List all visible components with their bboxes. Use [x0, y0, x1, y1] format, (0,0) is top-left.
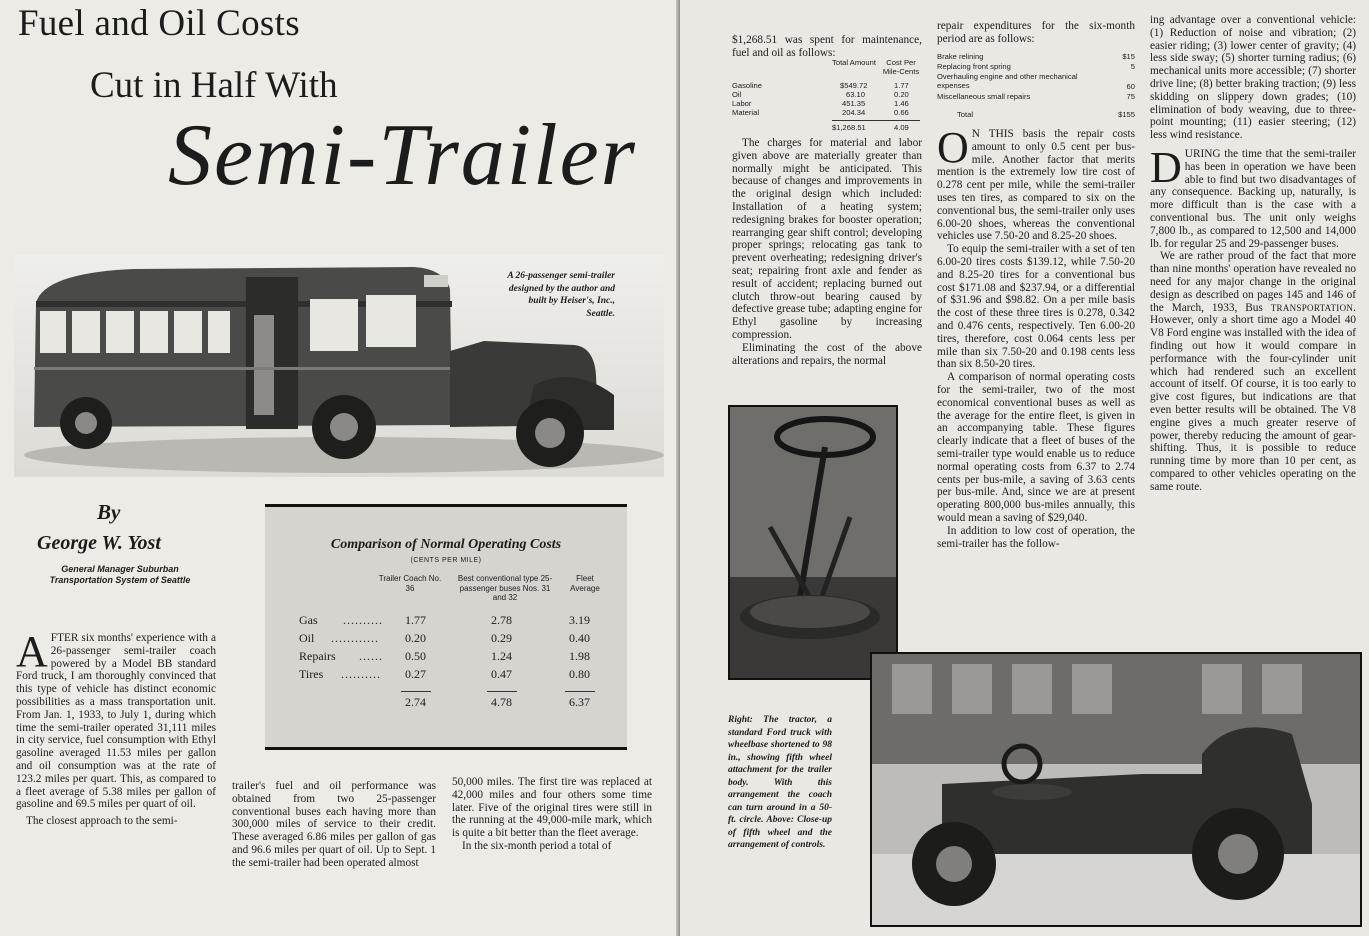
table-row: [265, 667, 627, 685]
repair-label: Replacing front spring: [937, 62, 1011, 71]
paragraph: In the six-month period a total of: [462, 839, 612, 852]
article-column-5-body: [937, 123, 1135, 550]
cost-per-mile: 0.66: [894, 108, 909, 117]
maintenance-cost-table: [732, 58, 922, 134]
row-value: 0.29: [491, 631, 512, 645]
repair-amount: 60: [1126, 82, 1135, 91]
paragraph-text: We are rather proud of the fact that more than nine months' operation have revealed no need for any major change in the original design as described on pages 145 and 146 of the March, 1933, Bus: [1150, 250, 1356, 314]
ford-tractor-photo: [870, 652, 1362, 927]
paragraph: In addition to low cost of operation, the semi-trailer has the follow-: [937, 524, 1135, 550]
row-leader: ..........: [341, 667, 381, 681]
fifth-wheel-illustration: [730, 407, 896, 678]
paragraph: [1150, 250, 1356, 493]
row-value: 2.78: [491, 613, 512, 627]
row-value: 0.80: [569, 667, 590, 681]
paragraph: [937, 123, 1135, 243]
table-title: Comparison of Normal Operating Costs: [330, 537, 562, 552]
headline-line1: Fuel and Oil Costs: [18, 3, 300, 44]
row-value: 1.98: [569, 649, 590, 663]
total-value: 4.78: [491, 695, 512, 709]
table-row: [265, 649, 627, 667]
author-name: George W. Yost: [37, 532, 161, 554]
article-column-6: [1150, 14, 1356, 493]
paragraph: trailer's fuel and oil performance was obtained from two 25-passenger conventional buses each having more than 300,000 miles of service to their credit. These averaged 6.86 miles per gallon of gas and 96.6 miles per quart of oil. Up to Sept. 1 the semi-trailer had been operated almost: [232, 780, 436, 869]
magazine-name: TRANSPORTATION: [1270, 302, 1354, 313]
tractor-photo-caption: Right: The tractor, a standard Ford truck with wheelbase shortened to 98 in., showing fifth wheel attachment for the trailer body. With this arrangement the coach can turn around in a 50-ft. circle. Above: Close-up of fifth wheel and the arrangement of controls.: [728, 715, 832, 850]
row-value: 0.40: [569, 631, 590, 645]
hero-photo-caption: A 26-passenger semi-trailer designed by the author and built by Heiser's, Inc., Seattle.: [507, 271, 615, 319]
paragraph: repair expenditures for the six-month period are as follows:: [937, 20, 1135, 45]
paragraph-text: . However, only a short time ago a Model 40 V8 Ford engine was installed with the idea of finding out how it would compare in performance with the four-cylinder unit which had rendered such an excellent account of itself. Of course, it is too early to give cost figures, but indications are that even better results will be obtained. The V8 engine gives a much greater reserve of power, thereby reducing the amount of gear-shifting. Thus, it is possible to reduce running time by more than 10 per cent, as compared to other vehicles operating on the same route.: [1150, 301, 1356, 493]
paragraph: [1150, 142, 1356, 250]
row-value: 3.19: [569, 613, 590, 627]
paragraph: A comparison of normal operating costs for the semi-trailer, two of the most economical conventional buses as well as the average for the entire fleet, is given in an accompanying table. These figures clearly indicate that a fleet of buses of the semi-trailer type would enable us to reduce normal operating costs from 6.37 to 2.74 cents per bus-mile, a saving of 3.63 cents per bus-mile. And, since we are at present operating 800,000 bus-miles annually, this would mean a saving of $29,040.: [937, 371, 1135, 524]
header-amount: Total Amount: [832, 58, 876, 67]
left-page: [0, 0, 680, 936]
repair-cost-table: [937, 52, 1135, 124]
repair-label: Overhauling engine and other mechanical expenses: [937, 72, 1078, 91]
row-label: Repairs: [299, 649, 336, 663]
paragraph: $1,268.51 was spent for maintenance, fuel and oil as follows:: [732, 34, 922, 59]
total-rule: [565, 691, 595, 692]
row-value: 1.77: [405, 613, 426, 627]
paragraph-text: URING the time that the semi-trailer has been in operation we have been able to find but two disadvantages of any consequence. Backing up, naturally, is more difficult than is the case with a conventional bus. The unit only weighs 7,800 lb., as compared to 12,500 and 14,000 lb. for regular 25 and 29-passenger buses.: [1150, 147, 1356, 250]
cost-amount: 451.35: [842, 99, 866, 108]
repair-amount: $15: [1122, 52, 1135, 61]
repair-total-label: Total: [957, 110, 974, 119]
article-column-4: [732, 34, 922, 60]
table-row: [265, 613, 627, 631]
headline-line2: Cut in Half With: [90, 65, 338, 106]
cost-per-mile: 0.20: [894, 90, 909, 99]
total-rule: [487, 691, 517, 692]
cost-per-mile: 1.46: [894, 99, 909, 108]
table-total-row: [265, 695, 627, 713]
article-column-3: [452, 776, 652, 853]
row-value: 0.27: [405, 667, 426, 681]
paragraph-text: N THIS basis the repair costs amount to only 0.5 cent per bus-mile. Another factor that merits mention is the extremely low tire cost of 0.278 cent per mile, while the semi-trailer uses ten tires, as compared to six on the conventional bus, the semi-trailer only uses 6.00-20 shoes, whereas the conventional vehicles use 7.50-20 and 8.25-20 shoes.: [937, 128, 1135, 243]
header-cost: Cost Per Mile-Cents: [882, 58, 920, 77]
article-column-5: [937, 20, 1135, 46]
table-row: [265, 631, 627, 649]
fifth-wheel-closeup-photo: [728, 405, 898, 680]
article-column-2: [232, 780, 436, 870]
repair-label: Miscellaneous small repairs: [937, 92, 1031, 101]
paragraph: The charges for material and labor given above are materially greater than normally might be anticipated. This because of changes and improvements in the original design which included: Installation of a heating system; redesigning brakes for booster operation; rearranging gear shift control; developing proper springs; relocating gas tank to prevent overheating; redesigning driver's seat; repairing front axle and fender as result of accident; replacing burned out clutch throw-out bearing caused by defective grease tube; adapting engine for Ethyl gasoline by increasing compression.: [732, 137, 922, 341]
author-title: General Manager Suburban Transportation System of Seattle: [49, 564, 191, 585]
repair-amount: 75: [1126, 92, 1135, 101]
row-leader: ......: [359, 649, 383, 663]
byline-by: By: [97, 500, 121, 524]
drop-cap: O: [937, 123, 969, 172]
lead-paragraph: [16, 627, 216, 811]
total-rule: [832, 120, 920, 121]
row-value: 0.50: [405, 649, 426, 663]
paragraph: 50,000 miles. The first tire was replaced at 42,000 miles and four others some time later. Five of the original tires were still in the running at the 49,000-mile mark, which is quite a bit better than the fleet average.: [452, 776, 652, 840]
table-header-trailer: Trailer Coach No. 36: [378, 574, 442, 593]
cost-amount: 204.34: [842, 108, 866, 117]
paragraph: To equip the semi-trailer with a set of ten 6.00-20 tires costs $139.12, while 7.50-20 and 8.25-20 tires for a conventional bus cost $171.08 and $237.94, or a differential of $31.96 and $98.82. On a per mile basis the cost of these three tires is 0.278, 0.342 and 0.476 cents, respectively. Ten 6.00-20 tires, therefore, cost 0.064 cents less per mile than six 7.50-20 and 0.198 cents less than six 8.50-20 tires.: [937, 243, 1135, 371]
paragraph: ing advantage over a conventional vehicle: (1) Reduction of noise and vibration; (2) easier riding; (3) lower center of gravity; (4) less side sway; (5) shorter turning radius; (6) mechanical units more accessible; (7) shorter drive line; (8) better braking traction; (9) less skidding on slippery down grades; (10) elimination of body weaving, due to three-point mounting; (11) easier steering; (12) less wind resistance.: [1150, 14, 1356, 142]
row-label: Tires: [299, 667, 324, 681]
article-column-1: [16, 627, 216, 828]
drop-cap: A: [16, 627, 48, 676]
repair-total: $155: [1118, 110, 1135, 119]
lead-text: FTER six months' experience with a 26-passenger semi-trailer coach powered by a Model BB standard Ford truck, I am thoroughly convinced that this type of vehicle has distinct economic possibilities as a mass transportation unit. From Jan. 1, 1933, to July 1, during which time the semi-trailer operated 31,111 miles in city service, fuel consumption with Ethyl gasoline averaged 11.53 miles per gallon and oil consumption was at the rate of 123.2 miles per quart. This, as compared to a fleet average of 5.38 miles per gallon of gasoline and 69.5 miles per quart of oil.: [16, 632, 216, 811]
total-value: 2.74: [405, 695, 426, 709]
paragraph: The closest approach to the semi-: [26, 815, 178, 828]
cost-label: Gasoline: [732, 81, 762, 90]
row-value: 0.47: [491, 667, 512, 681]
table-header-conventional: Best conventional type 25-passenger buses Nos. 31 and 32: [457, 574, 553, 602]
right-page: [680, 0, 1369, 936]
paragraph: Eliminating the cost of the above alterations and repairs, the normal: [732, 341, 922, 367]
cost-amount: $549.72: [840, 81, 868, 90]
row-value: 1.24: [491, 649, 512, 663]
tractor-illustration: [872, 654, 1360, 925]
table-header-fleet: Fleet Average: [570, 574, 600, 593]
headline-line3: Semi-Trailer: [168, 107, 637, 204]
drop-cap: D: [1150, 142, 1182, 192]
cost-total-amount: $1,268.51: [832, 123, 866, 132]
cost-total-per-mile: 4.09: [894, 123, 909, 132]
cost-amount: 63.10: [846, 90, 866, 99]
row-label: Oil: [299, 631, 315, 645]
table-subtitle: (CENTS PER MILE): [410, 557, 482, 564]
repair-label: Brake relining: [937, 52, 984, 61]
cost-label: Material: [732, 108, 760, 117]
repair-amount: 5: [1130, 62, 1135, 71]
total-value: 6.37: [569, 695, 590, 709]
cost-comparison-table: [265, 504, 627, 750]
row-leader: ............: [331, 631, 379, 645]
row-leader: ..........: [343, 613, 383, 627]
cost-label: Labor: [732, 99, 752, 108]
cost-per-mile: 1.77: [894, 81, 909, 90]
row-label: Gas: [299, 613, 318, 627]
cost-label: Oil: [732, 90, 742, 99]
article-column-4-body: [732, 137, 922, 367]
total-rule: [401, 691, 431, 692]
row-value: 0.20: [405, 631, 426, 645]
